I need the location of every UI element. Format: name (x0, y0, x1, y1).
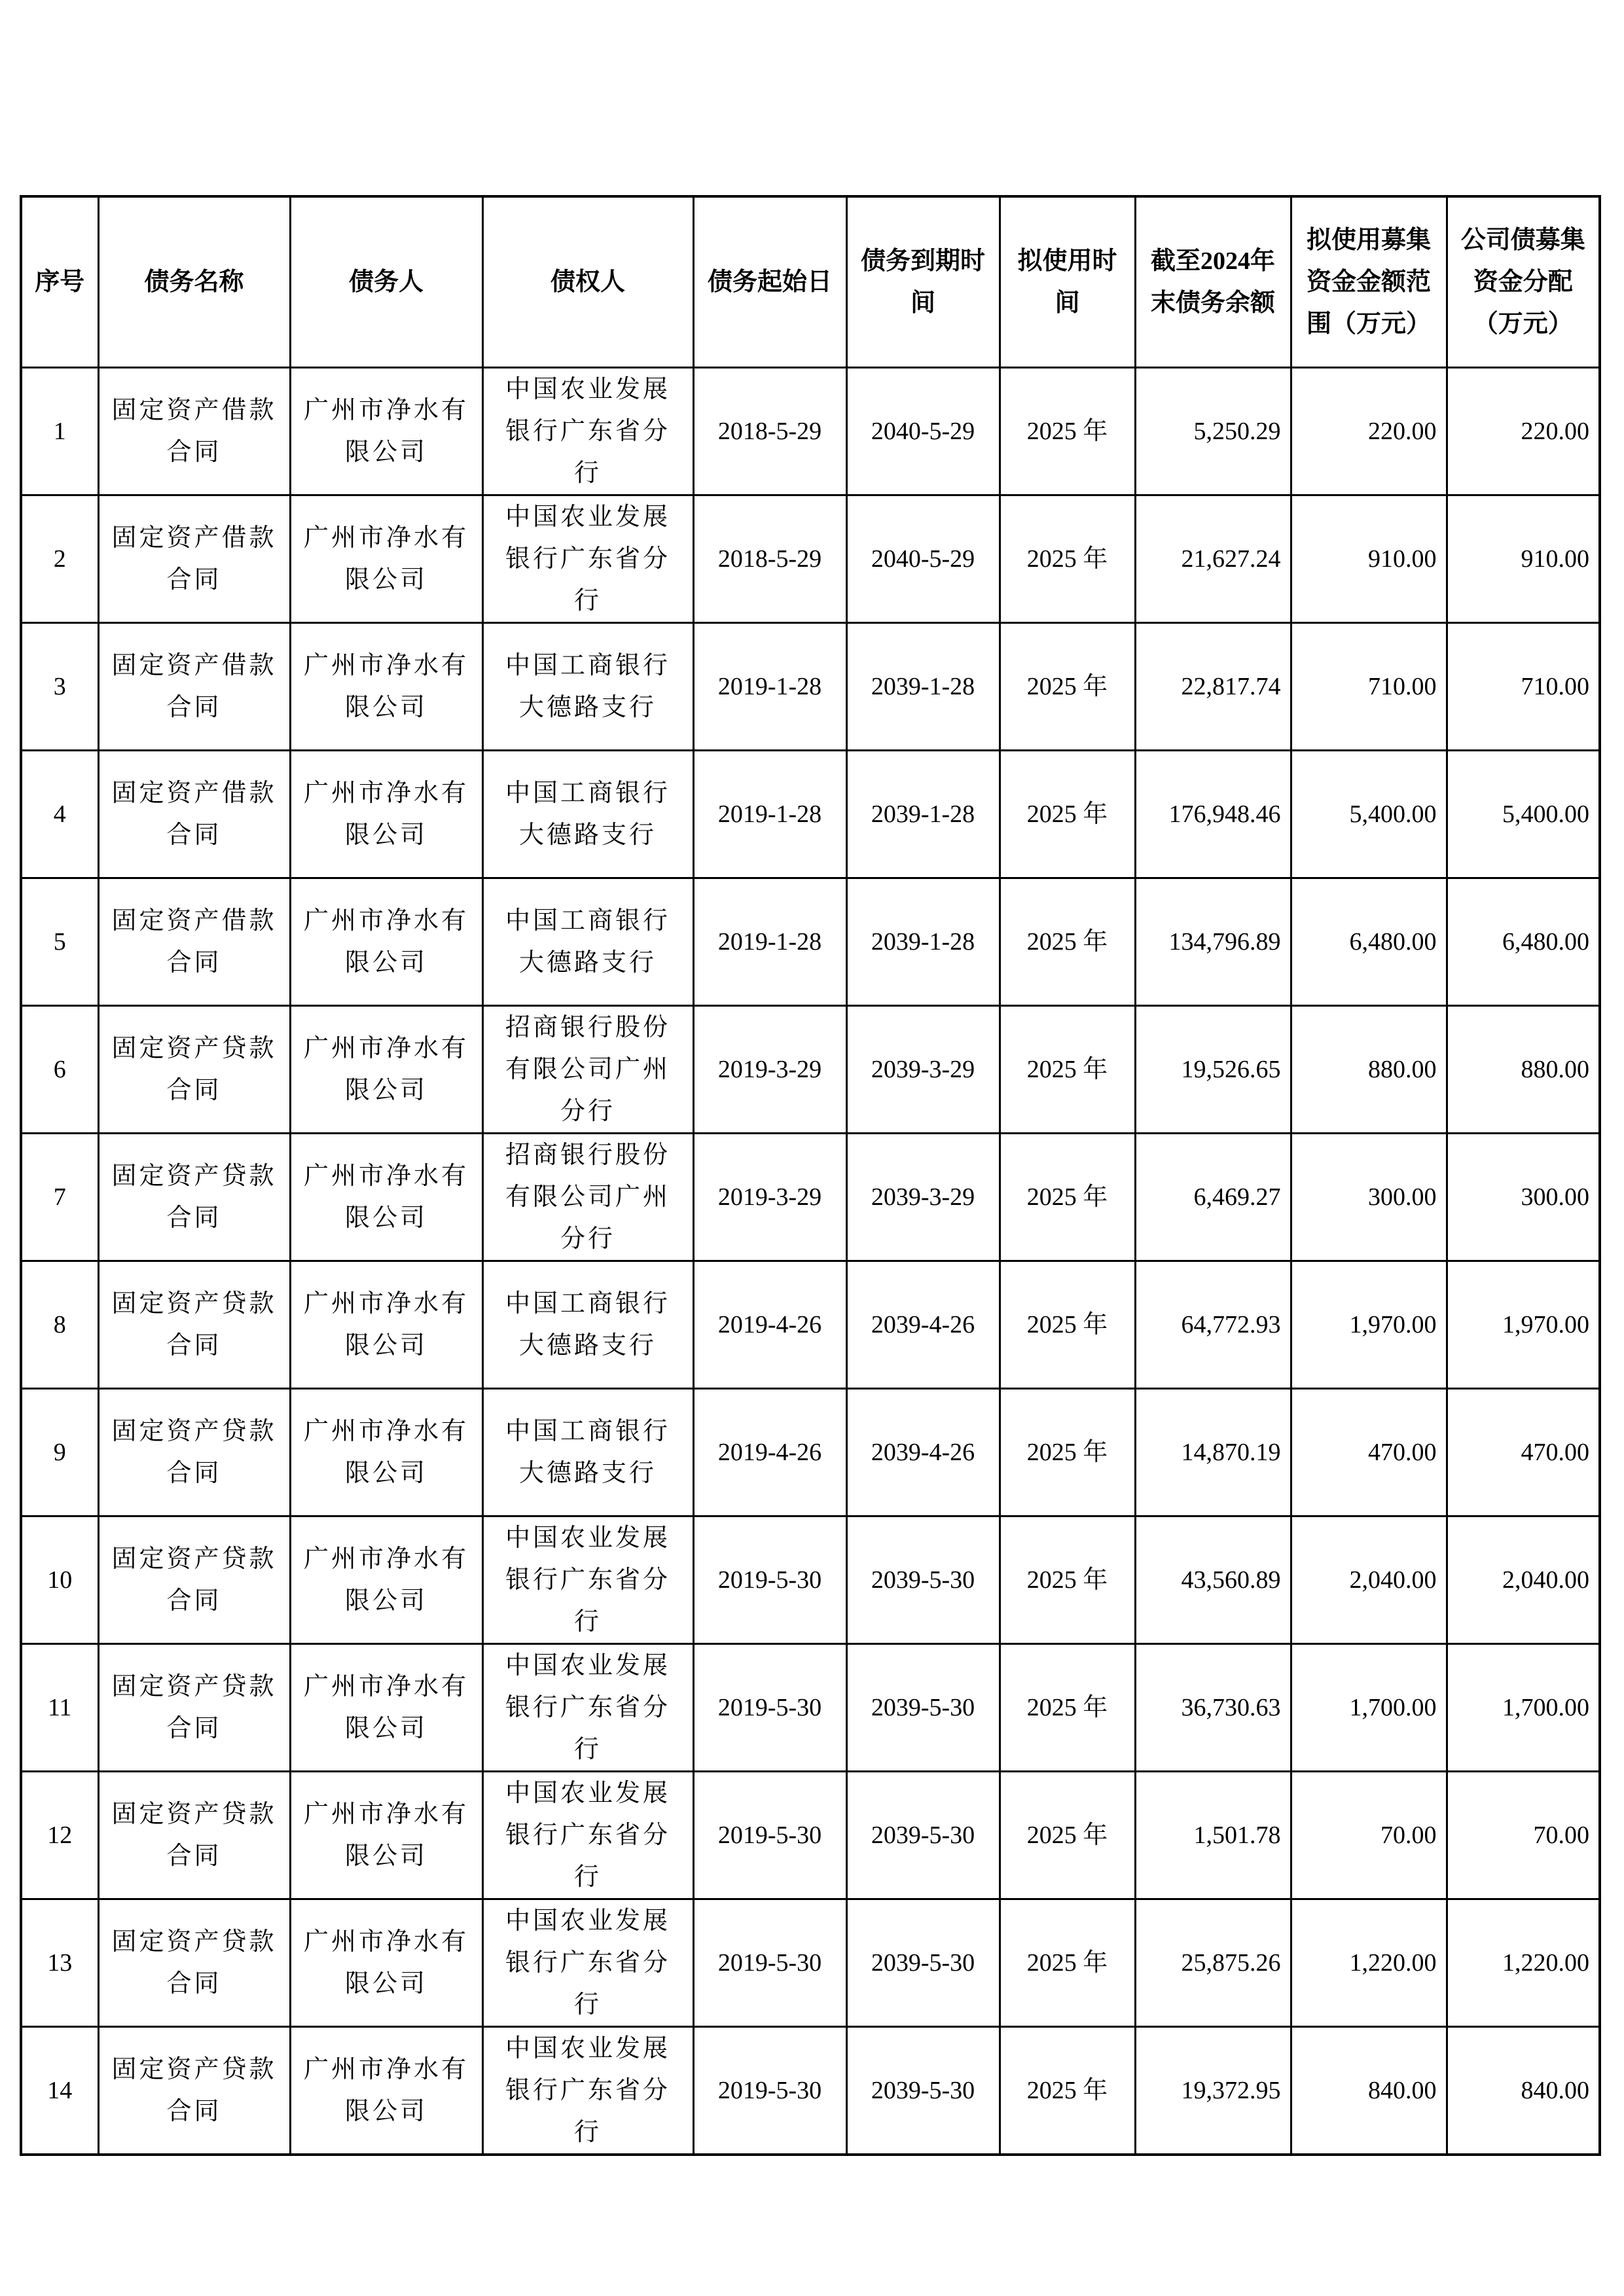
cell-end-date: 2039-5-30 (846, 1899, 1000, 2027)
cell-debt-name: 固定资产借款合同 (98, 495, 290, 623)
cell-use-time: 2025 年 (1000, 1644, 1135, 1772)
cell-debt-name: 固定资产贷款合同 (98, 1899, 290, 2027)
cell-use-time: 2025 年 (1000, 751, 1135, 878)
cell-no: 1 (21, 368, 98, 495)
cell-end-date: 2040-5-29 (846, 495, 1000, 623)
header-fund-range: 拟使用募集资金金额范围（万元） (1291, 196, 1447, 368)
cell-fund-allocation: 1,970.00 (1447, 1261, 1600, 1389)
cell-start-date: 2019-3-29 (693, 1006, 846, 1134)
cell-debtor: 广州市净水有限公司 (290, 1006, 482, 1134)
cell-fund-range: 6,480.00 (1291, 878, 1447, 1006)
cell-creditor: 中国农业发展银行广东省分行 (482, 1899, 693, 2027)
table-row (21, 1261, 1600, 1389)
cell-fund-allocation: 1,220.00 (1447, 1899, 1600, 2027)
cell-fund-range: 5,400.00 (1291, 751, 1447, 878)
cell-balance: 36,730.63 (1135, 1644, 1291, 1772)
header-no: 序号 (21, 196, 98, 368)
table-row (21, 1899, 1600, 2027)
cell-balance: 22,817.74 (1135, 623, 1291, 751)
cell-end-date: 2039-5-30 (846, 1644, 1000, 1772)
table-row (21, 1134, 1600, 1261)
cell-use-time: 2025 年 (1000, 495, 1135, 623)
header-debtor: 债务人 (290, 196, 482, 368)
cell-no: 3 (21, 623, 98, 751)
cell-no: 8 (21, 1261, 98, 1389)
cell-fund-range: 470.00 (1291, 1389, 1447, 1516)
cell-debt-name: 固定资产贷款合同 (98, 1134, 290, 1261)
cell-debtor: 广州市净水有限公司 (290, 1516, 482, 1644)
cell-creditor: 中国工商银行大德路支行 (482, 1261, 693, 1389)
cell-end-date: 2039-1-28 (846, 751, 1000, 878)
cell-end-date: 2039-5-30 (846, 2027, 1000, 2155)
cell-fund-allocation: 840.00 (1447, 2027, 1600, 2155)
header-row (21, 196, 1600, 368)
cell-creditor: 中国农业发展银行广东省分行 (482, 495, 693, 623)
cell-no: 5 (21, 878, 98, 1006)
cell-balance: 43,560.89 (1135, 1516, 1291, 1644)
cell-no: 12 (21, 1772, 98, 1899)
cell-end-date: 2039-4-26 (846, 1261, 1000, 1389)
cell-use-time: 2025 年 (1000, 623, 1135, 751)
cell-start-date: 2019-5-30 (693, 1899, 846, 2027)
cell-use-time: 2025 年 (1000, 1516, 1135, 1644)
cell-no: 4 (21, 751, 98, 878)
cell-fund-range: 1,220.00 (1291, 1899, 1447, 2027)
cell-start-date: 2019-4-26 (693, 1261, 846, 1389)
cell-fund-range: 710.00 (1291, 623, 1447, 751)
cell-balance: 176,948.46 (1135, 751, 1291, 878)
cell-balance: 19,526.65 (1135, 1006, 1291, 1134)
cell-end-date: 2039-5-30 (846, 1772, 1000, 1899)
cell-creditor: 中国工商银行大德路支行 (482, 1389, 693, 1516)
header-fund-allocation: 公司债募集资金分配（万元） (1447, 196, 1600, 368)
cell-debt-name: 固定资产借款合同 (98, 751, 290, 878)
cell-fund-range: 220.00 (1291, 368, 1447, 495)
table-row (21, 1516, 1600, 1644)
cell-end-date: 2039-1-28 (846, 878, 1000, 1006)
cell-fund-range: 1,970.00 (1291, 1261, 1447, 1389)
cell-debt-name: 固定资产借款合同 (98, 878, 290, 1006)
cell-debtor: 广州市净水有限公司 (290, 1644, 482, 1772)
table-row (21, 2027, 1600, 2155)
cell-fund-allocation: 300.00 (1447, 1134, 1600, 1261)
cell-balance: 6,469.27 (1135, 1134, 1291, 1261)
cell-fund-range: 840.00 (1291, 2027, 1447, 2155)
cell-debtor: 广州市净水有限公司 (290, 495, 482, 623)
cell-debt-name: 固定资产贷款合同 (98, 1772, 290, 1899)
cell-creditor: 招商银行股份有限公司广州分行 (482, 1134, 693, 1261)
cell-no: 11 (21, 1644, 98, 1772)
cell-debt-name: 固定资产贷款合同 (98, 1516, 290, 1644)
cell-creditor: 中国农业发展银行广东省分行 (482, 368, 693, 495)
cell-debtor: 广州市净水有限公司 (290, 1134, 482, 1261)
cell-debt-name: 固定资产借款合同 (98, 623, 290, 751)
cell-no: 13 (21, 1899, 98, 2027)
cell-fund-allocation: 6,480.00 (1447, 878, 1600, 1006)
cell-start-date: 2019-1-28 (693, 751, 846, 878)
cell-use-time: 2025 年 (1000, 1899, 1135, 2027)
cell-debtor: 广州市净水有限公司 (290, 2027, 482, 2155)
cell-creditor: 中国农业发展银行广东省分行 (482, 1644, 693, 1772)
cell-no: 2 (21, 495, 98, 623)
cell-no: 6 (21, 1006, 98, 1134)
cell-debtor: 广州市净水有限公司 (290, 1389, 482, 1516)
cell-balance: 134,796.89 (1135, 878, 1291, 1006)
cell-debtor: 广州市净水有限公司 (290, 1261, 482, 1389)
cell-debtor: 广州市净水有限公司 (290, 751, 482, 878)
cell-balance: 19,372.95 (1135, 2027, 1291, 2155)
cell-use-time: 2025 年 (1000, 1261, 1135, 1389)
cell-start-date: 2019-5-30 (693, 2027, 846, 2155)
cell-use-time: 2025 年 (1000, 1134, 1135, 1261)
debt-table (20, 195, 1601, 2156)
cell-no: 10 (21, 1516, 98, 1644)
header-start-date: 债务起始日 (693, 196, 846, 368)
cell-fund-allocation: 2,040.00 (1447, 1516, 1600, 1644)
cell-debtor: 广州市净水有限公司 (290, 878, 482, 1006)
header-end-date: 债务到期时间 (846, 196, 1000, 368)
cell-creditor: 中国农业发展银行广东省分行 (482, 2027, 693, 2155)
cell-creditor: 中国农业发展银行广东省分行 (482, 1516, 693, 1644)
cell-debtor: 广州市净水有限公司 (290, 368, 482, 495)
cell-use-time: 2025 年 (1000, 1389, 1135, 1516)
cell-no: 7 (21, 1134, 98, 1261)
cell-debt-name: 固定资产贷款合同 (98, 1644, 290, 1772)
cell-no: 14 (21, 2027, 98, 2155)
cell-debtor: 广州市净水有限公司 (290, 1772, 482, 1899)
cell-start-date: 2019-1-28 (693, 623, 846, 751)
table-row (21, 1644, 1600, 1772)
table-row (21, 1772, 1600, 1899)
header-use-time: 拟使用时间 (1000, 196, 1135, 368)
cell-start-date: 2019-5-30 (693, 1772, 846, 1899)
cell-fund-allocation: 220.00 (1447, 368, 1600, 495)
header-creditor: 债权人 (482, 196, 693, 368)
cell-fund-allocation: 1,700.00 (1447, 1644, 1600, 1772)
cell-debt-name: 固定资产贷款合同 (98, 1261, 290, 1389)
cell-debt-name: 固定资产贷款合同 (98, 1006, 290, 1134)
cell-end-date: 2039-3-29 (846, 1134, 1000, 1261)
header-balance: 截至2024年末债务余额 (1135, 196, 1291, 368)
cell-no: 9 (21, 1389, 98, 1516)
cell-end-date: 2039-5-30 (846, 1516, 1000, 1644)
cell-use-time: 2025 年 (1000, 2027, 1135, 2155)
cell-fund-range: 2,040.00 (1291, 1516, 1447, 1644)
cell-fund-range: 300.00 (1291, 1134, 1447, 1261)
cell-balance: 25,875.26 (1135, 1899, 1291, 2027)
cell-use-time: 2025 年 (1000, 1006, 1135, 1134)
table-row (21, 623, 1600, 751)
cell-balance: 5,250.29 (1135, 368, 1291, 495)
cell-balance: 14,870.19 (1135, 1389, 1291, 1516)
cell-use-time: 2025 年 (1000, 368, 1135, 495)
cell-start-date: 2019-5-30 (693, 1516, 846, 1644)
table-row (21, 751, 1600, 878)
cell-start-date: 2019-1-28 (693, 878, 846, 1006)
table-row (21, 1006, 1600, 1134)
table-row (21, 368, 1600, 495)
cell-fund-allocation: 5,400.00 (1447, 751, 1600, 878)
cell-fund-allocation: 710.00 (1447, 623, 1600, 751)
table-row (21, 495, 1600, 623)
cell-start-date: 2019-5-30 (693, 1644, 846, 1772)
cell-start-date: 2019-4-26 (693, 1389, 846, 1516)
cell-creditor: 中国农业发展银行广东省分行 (482, 1772, 693, 1899)
cell-balance: 21,627.24 (1135, 495, 1291, 623)
cell-end-date: 2039-1-28 (846, 623, 1000, 751)
cell-balance: 1,501.78 (1135, 1772, 1291, 1899)
cell-start-date: 2018-5-29 (693, 495, 846, 623)
cell-fund-range: 910.00 (1291, 495, 1447, 623)
cell-end-date: 2039-4-26 (846, 1389, 1000, 1516)
cell-debt-name: 固定资产贷款合同 (98, 2027, 290, 2155)
cell-end-date: 2039-3-29 (846, 1006, 1000, 1134)
cell-debt-name: 固定资产贷款合同 (98, 1389, 290, 1516)
cell-debt-name: 固定资产借款合同 (98, 368, 290, 495)
cell-fund-range: 1,700.00 (1291, 1644, 1447, 1772)
cell-creditor: 中国工商银行大德路支行 (482, 878, 693, 1006)
cell-creditor: 中国工商银行大德路支行 (482, 623, 693, 751)
cell-fund-allocation: 910.00 (1447, 495, 1600, 623)
cell-balance: 64,772.93 (1135, 1261, 1291, 1389)
table-row (21, 878, 1600, 1006)
cell-start-date: 2018-5-29 (693, 368, 846, 495)
cell-debtor: 广州市净水有限公司 (290, 623, 482, 751)
cell-creditor: 招商银行股份有限公司广州分行 (482, 1006, 693, 1134)
cell-fund-allocation: 470.00 (1447, 1389, 1600, 1516)
table-row (21, 1389, 1600, 1516)
cell-start-date: 2019-3-29 (693, 1134, 846, 1261)
header-debt-name: 债务名称 (98, 196, 290, 368)
cell-creditor: 中国工商银行大德路支行 (482, 751, 693, 878)
cell-fund-allocation: 70.00 (1447, 1772, 1600, 1899)
cell-end-date: 2040-5-29 (846, 368, 1000, 495)
cell-fund-range: 880.00 (1291, 1006, 1447, 1134)
cell-fund-range: 70.00 (1291, 1772, 1447, 1899)
cell-use-time: 2025 年 (1000, 1772, 1135, 1899)
cell-fund-allocation: 880.00 (1447, 1006, 1600, 1134)
cell-use-time: 2025 年 (1000, 878, 1135, 1006)
cell-debtor: 广州市净水有限公司 (290, 1899, 482, 2027)
